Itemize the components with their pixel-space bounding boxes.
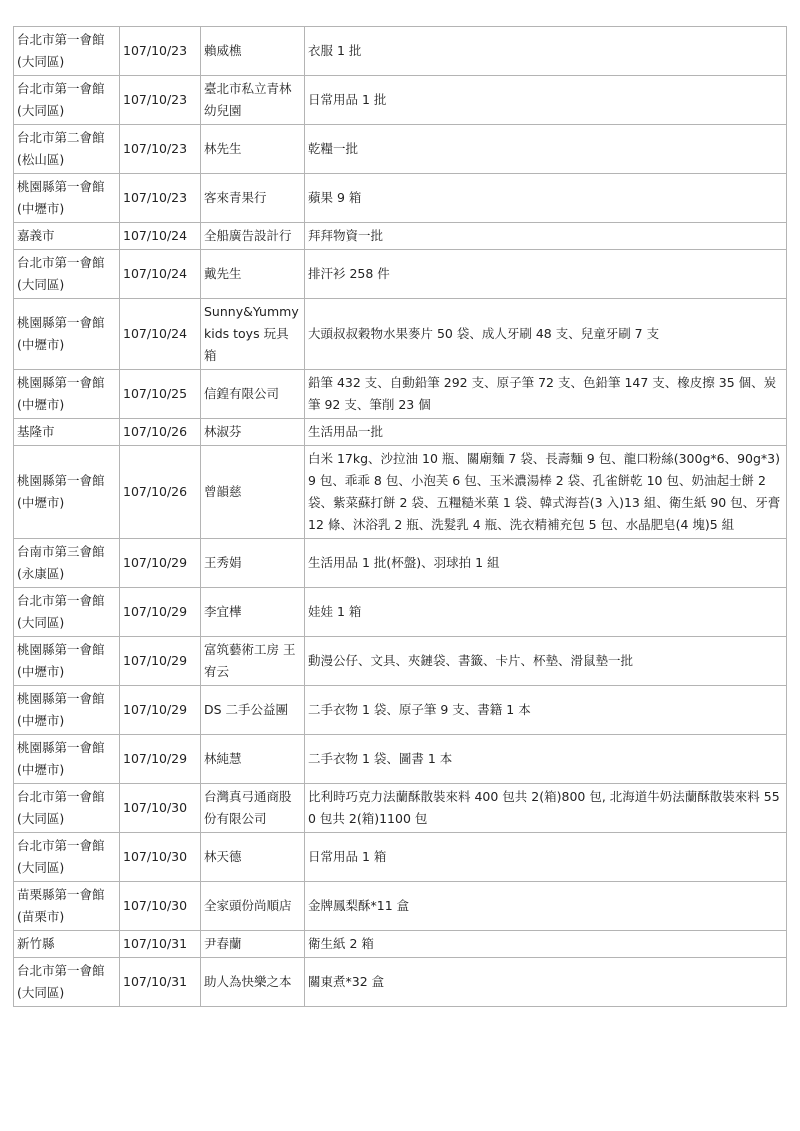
donor-cell: 林純慧 xyxy=(201,735,305,784)
table-row xyxy=(14,784,787,833)
items-cell: 比利時巧克力法蘭酥散裝來料 400 包共 2(箱)800 包, 北海道牛奶法蘭酥散裝來料 550 包共 2(箱)1100 包 xyxy=(305,784,787,833)
donor-cell: 賴威樵 xyxy=(201,27,305,76)
items-cell: 蘋果 9 箱 xyxy=(305,174,787,223)
branch-district: (苗栗市) xyxy=(17,909,65,924)
donor-cell: 助人為快樂之本 xyxy=(201,958,305,1007)
items-cell: 乾糧一批 xyxy=(305,125,787,174)
date-cell: 107/10/29 xyxy=(120,637,201,686)
date-cell: 107/10/29 xyxy=(120,735,201,784)
branch-name: 苗栗縣第一會館 xyxy=(17,887,105,902)
branch-district: (大同區) xyxy=(17,103,65,118)
table-row xyxy=(14,539,787,588)
date-cell: 107/10/23 xyxy=(120,76,201,125)
table-row xyxy=(14,299,787,370)
items-cell: 鉛筆 432 支、自動鉛筆 292 支、原子筆 72 支、色鉛筆 147 支、橡皮擦 35 個、炭筆 92 支、筆削 23 個 xyxy=(305,370,787,419)
branch-name: 台北市第一會館 xyxy=(17,963,105,978)
donor-cell: 信鍠有限公司 xyxy=(201,370,305,419)
donor-cell: 林先生 xyxy=(201,125,305,174)
branch-name: 桃園縣第一會館 xyxy=(17,473,105,488)
branch-cell xyxy=(14,931,120,958)
date-cell: 107/10/25 xyxy=(120,370,201,419)
date-cell: 107/10/23 xyxy=(120,174,201,223)
donation-document xyxy=(13,26,787,1007)
table-row xyxy=(14,882,787,931)
donor-cell: 臺北市私立青林幼兒園 xyxy=(201,76,305,125)
table-row xyxy=(14,250,787,299)
date-cell: 107/10/29 xyxy=(120,686,201,735)
items-cell: 金牌鳳梨酥*11 盒 xyxy=(305,882,787,931)
branch-cell xyxy=(14,882,120,931)
donor-cell: 戴先生 xyxy=(201,250,305,299)
branch-name: 桃園縣第一會館 xyxy=(17,691,105,706)
branch-cell xyxy=(14,637,120,686)
donor-cell: DS 二手公益團 xyxy=(201,686,305,735)
donor-cell: 富筑藝術工房 王宥云 xyxy=(201,637,305,686)
branch-name: 台南市第三會館 xyxy=(17,544,105,559)
donor-cell: 全船廣告設計行 xyxy=(201,223,305,250)
items-cell: 衛生紙 2 箱 xyxy=(305,931,787,958)
table-row xyxy=(14,686,787,735)
branch-district: (松山區) xyxy=(17,152,65,167)
donor-cell: 尹春蘭 xyxy=(201,931,305,958)
branch-name: 新竹縣 xyxy=(17,936,55,951)
branch-district: (大同區) xyxy=(17,615,65,630)
items-cell: 白米 17kg、沙拉油 10 瓶、關廟麵 7 袋、長壽麵 9 包、龍口粉絲(300g*6、90g*3)9 包、乖乖 8 包、小泡芙 6 包、玉米濃湯棒 2 袋、孔雀餅乾 10 包、奶油起士餅 2 袋、紫菜蘇打餅 2 袋、五糧糙米菓 1 袋、韓式海苔(3 入)13 組、衛生紙 90 包、牙膏 12 條、沐浴乳 2 瓶、洗髮乳 4 瓶、洗衣精補充包 5 包、水晶肥皂(4 塊)5 組 xyxy=(305,446,787,539)
branch-name: 桃園縣第一會館 xyxy=(17,179,105,194)
branch-cell xyxy=(14,419,120,446)
branch-district: (中壢市) xyxy=(17,337,65,352)
branch-name: 桃園縣第一會館 xyxy=(17,375,105,390)
branch-name: 台北市第一會館 xyxy=(17,81,105,96)
table-row xyxy=(14,446,787,539)
branch-name: 桃園縣第一會館 xyxy=(17,740,105,755)
branch-name: 台北市第一會館 xyxy=(17,32,105,47)
branch-name: 台北市第一會館 xyxy=(17,255,105,270)
branch-district: (大同區) xyxy=(17,985,65,1000)
donor-cell: 全家頭份尚順店 xyxy=(201,882,305,931)
date-cell: 107/10/31 xyxy=(120,958,201,1007)
branch-district: (大同區) xyxy=(17,277,65,292)
items-cell: 二手衣物 1 袋、圖書 1 本 xyxy=(305,735,787,784)
branch-cell xyxy=(14,833,120,882)
branch-cell xyxy=(14,588,120,637)
date-cell: 107/10/30 xyxy=(120,882,201,931)
table-row xyxy=(14,735,787,784)
date-cell: 107/10/26 xyxy=(120,419,201,446)
branch-cell xyxy=(14,735,120,784)
branch-name: 台北市第二會館 xyxy=(17,130,105,145)
branch-cell xyxy=(14,784,120,833)
branch-name: 桃園縣第一會館 xyxy=(17,315,105,330)
branch-cell xyxy=(14,174,120,223)
date-cell: 107/10/26 xyxy=(120,446,201,539)
items-cell: 二手衣物 1 袋、原子筆 9 支、書籍 1 本 xyxy=(305,686,787,735)
table-row xyxy=(14,637,787,686)
donation-table-body xyxy=(14,27,787,1007)
items-cell: 生活用品 1 批(杯盤)、羽球拍 1 組 xyxy=(305,539,787,588)
date-cell: 107/10/30 xyxy=(120,833,201,882)
branch-cell xyxy=(14,299,120,370)
table-row xyxy=(14,174,787,223)
date-cell: 107/10/29 xyxy=(120,588,201,637)
branch-cell xyxy=(14,686,120,735)
table-row xyxy=(14,958,787,1007)
donor-cell: 林天德 xyxy=(201,833,305,882)
branch-district: (中壢市) xyxy=(17,201,65,216)
branch-district: (永康區) xyxy=(17,566,65,581)
date-cell: 107/10/23 xyxy=(120,27,201,76)
donor-cell: 客來青果行 xyxy=(201,174,305,223)
branch-cell xyxy=(14,958,120,1007)
table-row xyxy=(14,76,787,125)
table-row xyxy=(14,419,787,446)
branch-district: (大同區) xyxy=(17,811,65,826)
branch-cell xyxy=(14,446,120,539)
items-cell: 拜拜物資一批 xyxy=(305,223,787,250)
branch-district: (大同區) xyxy=(17,54,65,69)
branch-name: 基隆市 xyxy=(17,424,55,439)
table-row xyxy=(14,125,787,174)
date-cell: 107/10/29 xyxy=(120,539,201,588)
table-row xyxy=(14,833,787,882)
date-cell: 107/10/24 xyxy=(120,250,201,299)
branch-cell xyxy=(14,125,120,174)
table-row xyxy=(14,27,787,76)
branch-cell xyxy=(14,223,120,250)
branch-name: 台北市第一會館 xyxy=(17,838,105,853)
donor-cell: 台灣真弓通商股份有限公司 xyxy=(201,784,305,833)
branch-district: (中壢市) xyxy=(17,713,65,728)
branch-name: 台北市第一會館 xyxy=(17,789,105,804)
donor-cell: Sunny&Yummy kids toys 玩具箱 xyxy=(201,299,305,370)
date-cell: 107/10/24 xyxy=(120,223,201,250)
branch-district: (大同區) xyxy=(17,860,65,875)
donor-cell: 李宜樺 xyxy=(201,588,305,637)
branch-district: (中壢市) xyxy=(17,664,65,679)
date-cell: 107/10/30 xyxy=(120,784,201,833)
branch-name: 桃園縣第一會館 xyxy=(17,642,105,657)
date-cell: 107/10/31 xyxy=(120,931,201,958)
table-row xyxy=(14,588,787,637)
items-cell: 娃娃 1 箱 xyxy=(305,588,787,637)
items-cell: 排汗衫 258 件 xyxy=(305,250,787,299)
donor-cell: 王秀娟 xyxy=(201,539,305,588)
branch-cell xyxy=(14,27,120,76)
table-row xyxy=(14,931,787,958)
branch-name: 台北市第一會館 xyxy=(17,593,105,608)
branch-name: 嘉義市 xyxy=(17,228,55,243)
date-cell: 107/10/23 xyxy=(120,125,201,174)
branch-district: (中壢市) xyxy=(17,495,65,510)
date-cell: 107/10/24 xyxy=(120,299,201,370)
items-cell: 日常用品 1 批 xyxy=(305,76,787,125)
items-cell: 大頭叔叔穀物水果麥片 50 袋、成人牙刷 48 支、兒童牙刷 7 支 xyxy=(305,299,787,370)
donor-cell: 曾韻慈 xyxy=(201,446,305,539)
donor-cell: 林淑芬 xyxy=(201,419,305,446)
items-cell: 動漫公仔、文具、夾鏈袋、書籤、卡片、杯墊、滑鼠墊一批 xyxy=(305,637,787,686)
branch-district: (中壢市) xyxy=(17,397,65,412)
branch-district: (中壢市) xyxy=(17,762,65,777)
items-cell: 生活用品一批 xyxy=(305,419,787,446)
items-cell: 關東煮*32 盒 xyxy=(305,958,787,1007)
table-row xyxy=(14,370,787,419)
items-cell: 衣服 1 批 xyxy=(305,27,787,76)
branch-cell xyxy=(14,539,120,588)
branch-cell xyxy=(14,76,120,125)
branch-cell xyxy=(14,250,120,299)
table-row xyxy=(14,223,787,250)
donation-table xyxy=(13,26,787,1007)
items-cell: 日常用品 1 箱 xyxy=(305,833,787,882)
branch-cell xyxy=(14,370,120,419)
